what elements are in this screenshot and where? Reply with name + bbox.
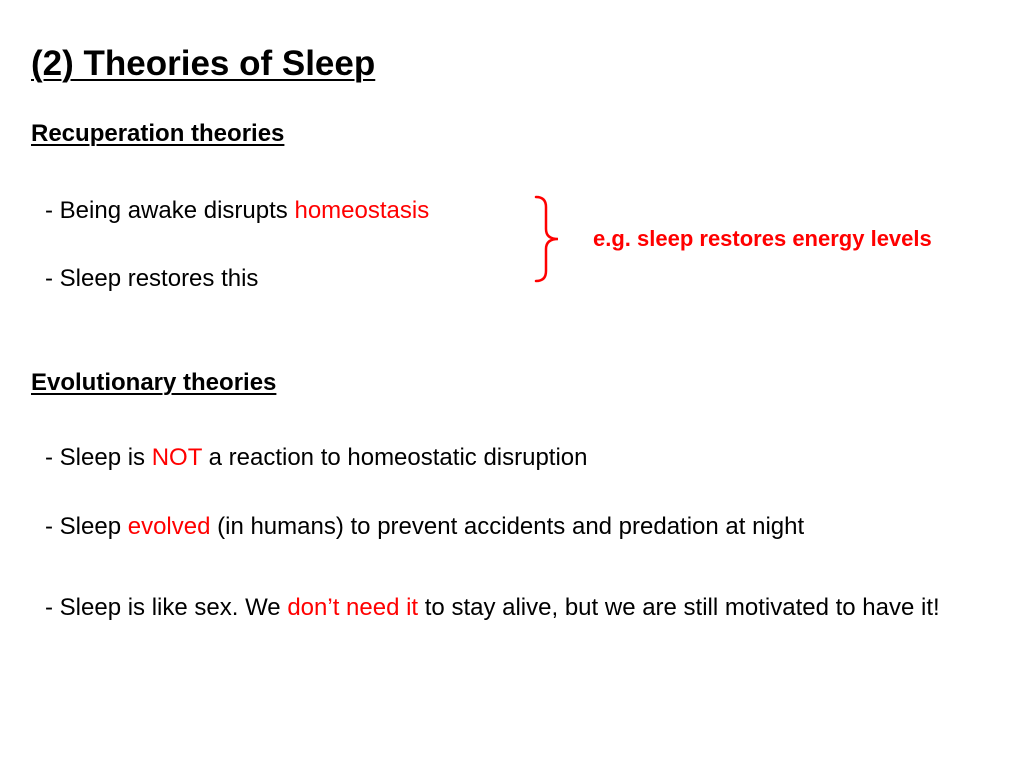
evolutionary-bullet-1 <box>45 441 588 475</box>
bullet-text: a reaction to homeostatic disruption <box>201 444 588 471</box>
bullet-text: to stay alive, but we are still motivated to have it! <box>418 594 940 621</box>
recuperation-bullet-1 <box>45 194 429 228</box>
recuperation-heading: Recuperation theories <box>31 120 285 147</box>
example-note: e.g. sleep restores energy levels <box>593 226 932 251</box>
evolutionary-heading: Evolutionary theories <box>31 369 277 396</box>
evolutionary-bullet-2 <box>45 510 804 544</box>
highlight-text: don’t need it <box>287 594 419 621</box>
slide-title: (2) Theories of Sleep <box>31 44 376 83</box>
bullet-text: - Sleep is like sex. We <box>45 594 288 621</box>
bullet-text: - Sleep <box>45 513 128 540</box>
bullet-text: (in humans) to prevent accidents and predation at night <box>210 513 805 540</box>
evolutionary-bullet-3 <box>45 591 1015 625</box>
recuperation-bullet-2: - Sleep restores this <box>45 265 259 292</box>
bullet-text: - Sleep is <box>45 444 152 471</box>
bullet-text: - Being awake disrupts <box>45 197 295 224</box>
highlight-text: homeostasis <box>294 197 430 224</box>
right-curly-brace-icon <box>532 193 572 285</box>
highlight-text: evolved <box>127 513 211 540</box>
highlight-text: NOT <box>151 444 202 471</box>
